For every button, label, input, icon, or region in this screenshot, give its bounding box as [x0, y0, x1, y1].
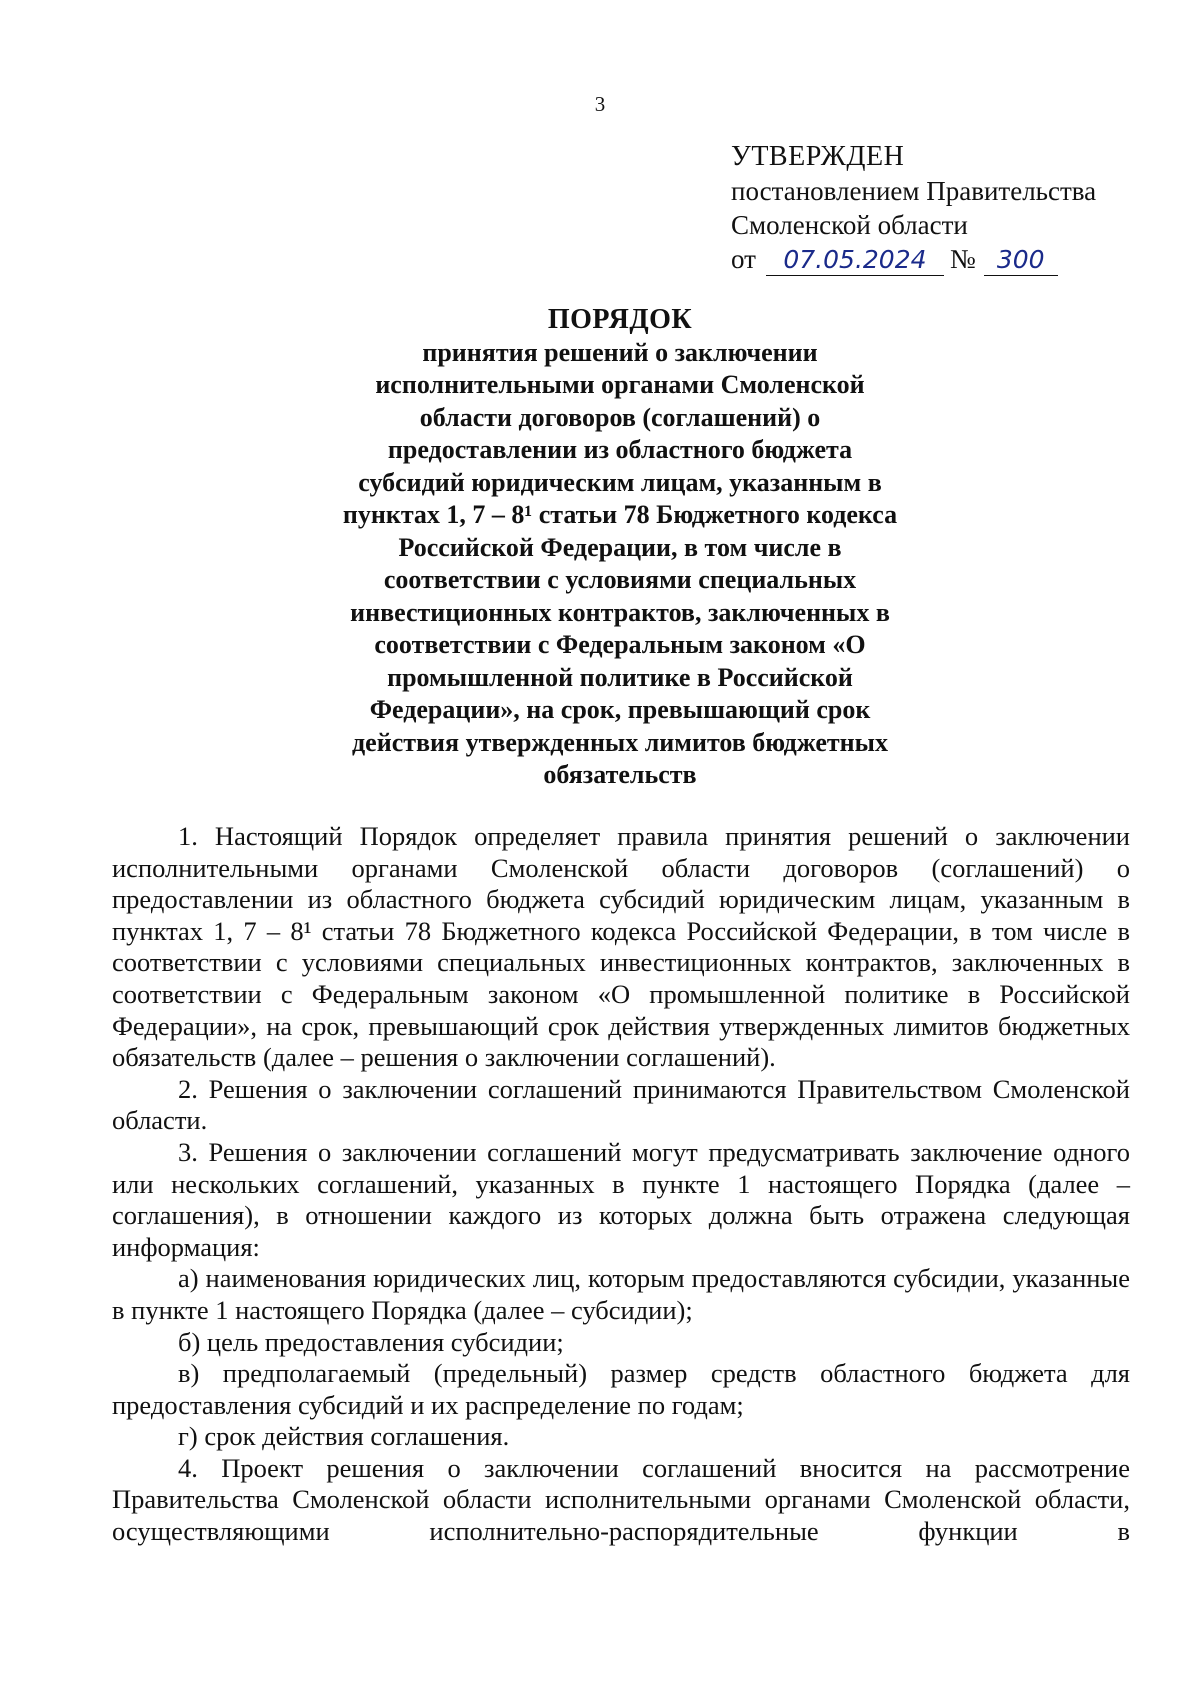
title-line: пунктах 1, 7 – 8¹ статьи 78 Бюджетного кодекса [342, 500, 898, 529]
number-sign: № [949, 244, 976, 274]
title-line: действия утвержденных лимитов бюджетных [352, 727, 888, 757]
approval-heading: УТВЕРЖДЕН [731, 141, 905, 172]
title-line: Федерации», на срок, превышающий срок [369, 695, 871, 724]
title-line: предоставлении из областного бюджета [387, 435, 853, 464]
approval-stamp [731, 140, 1151, 276]
title-line: обязательств [543, 760, 697, 789]
document-title [310, 304, 930, 792]
title-line: субсидий юридическим лицам, указанным в [358, 467, 882, 497]
subparagraph-c: в) предполагаемый (предельный) размер средств областного бюджета для предоставления субсидий и их распределение по годам; [112, 1358, 1130, 1420]
title-line: соответствии с условиями специальных [383, 565, 857, 594]
subparagraph-d: г) срок действия соглашения. [178, 1421, 510, 1452]
title-line: принятия решений о заключении [422, 337, 818, 367]
title-line: соответствии с Федеральным законом «О [374, 630, 866, 659]
title-line: промышленной политике в Российской [387, 662, 853, 692]
document-body [112, 821, 1130, 1548]
date-prefix: от [731, 244, 756, 274]
title-line: области договоров (соглашений) о [419, 402, 821, 432]
handwritten-date: 07.05.2024 [766, 245, 944, 276]
title-line: инвестиционных контрактов, заключенных в [350, 597, 890, 627]
handwritten-number: 300 [984, 245, 1058, 276]
paragraph-2: 2. Решения о заключении соглашений принимаются Правительством Смоленской области. [112, 1073, 1130, 1136]
paragraph-1: 1. Настоящий Порядок определяет правила принятия решений о заключении исполнительными органами Смоленской области договоров (соглашений) о предоставлении из областного бюджета субсидий юридическим лицам, указанным в пунктах 1, 7 – 8¹ статьи 78 Бюджетного кодекса Российской Федерации, в том числе в соответствии с условиями специальных инвестиционных контрактов, заключенных в соответствии с Федеральным законом «О промышленной политике в Российской Федерации», на срок, превышающий срок действия утвержденных лимитов бюджетных обязательств (далее – решения о заключении соглашений). [112, 821, 1130, 1073]
approval-date-line [731, 242, 1151, 276]
subparagraph-a: а) наименования юридических лиц, которым предоставляются субсидии, указанные в пункте 1 настоящего Порядка (далее – субсидии); [112, 1263, 1130, 1325]
paragraph-3: 3. Решения о заключении соглашений могут предусматривать заключение одного или нескольких соглашений, указанных в пункте 1 настоящего Порядка (далее – соглашения), в отношении каждого из которых должна быть отражена следующая информация: [112, 1136, 1130, 1262]
approval-line-2: Смоленской области [731, 210, 968, 240]
title-main: ПОРЯДОК [547, 304, 693, 335]
page-number: 3 [594, 92, 606, 116]
title-line: Российской Федерации, в том числе в [398, 532, 842, 562]
title-line: исполнительными органами Смоленской [375, 370, 865, 399]
paragraph-4: 4. Проект решения о заключении соглашений вносится на рассмотрение Правительства Смоленской области исполнительными органами Смоленской области, осуществляющими исполнительно-распорядительные функции в [112, 1452, 1130, 1547]
approval-line-1: постановлением Правительства [731, 176, 1097, 206]
subparagraph-b: б) цель предоставления субсидии; [178, 1326, 564, 1357]
